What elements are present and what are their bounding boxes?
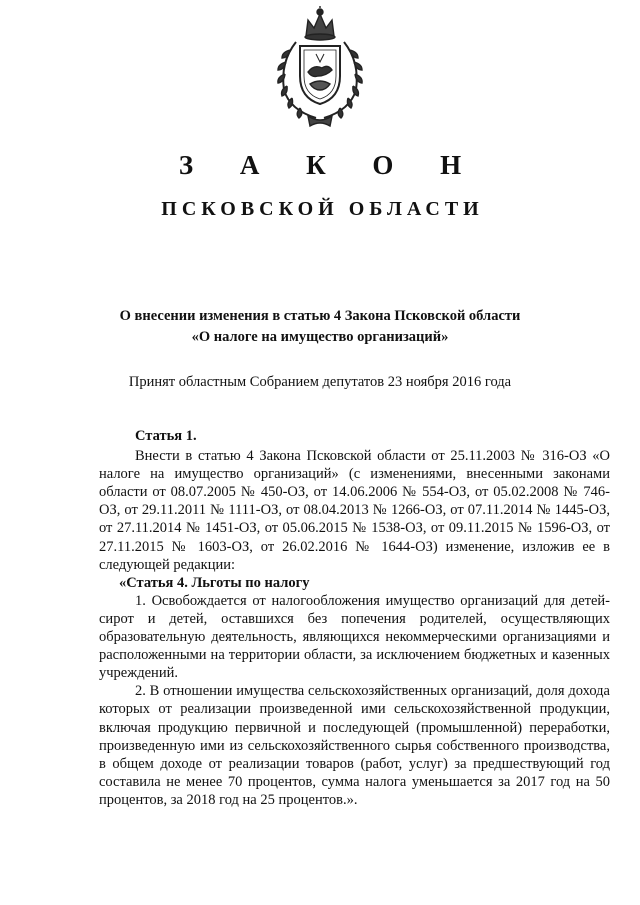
article-heading: Статья 1.: [135, 428, 197, 444]
law-subject-line-1: О внесении изменения в статью 4 Закона Псковской области: [119, 308, 521, 324]
adoption-note: Принят областным Собранием депутатов 23 ноября 2016 года: [128, 374, 512, 390]
law-title: З А К О Н: [178, 150, 482, 180]
article-intro-paragraph: Внести в статью 4 Закона Псковской области от 25.11.2003 № 316-ОЗ «О налоге на имущество организаций» (с изменениями, внесенными законами области от 08.07.2005 № 450-ОЗ, от 14.06.2006 № 554-ОЗ, от 05.02.2008 № 746-ОЗ, от 29.11.2011 № 1111-ОЗ, от 08.04.2013 № 1266-ОЗ, от 07.11.2014 № 1445-ОЗ, от 27.11.2014 № 1451-ОЗ, от 05.06.2015 № 1538-ОЗ, от 09.11.2015 № 1596-ОЗ, от 27.11.2015 № 1603-ОЗ, от 26.02.2016 № 1644-ОЗ) изменение, изложив ее в следующей редакции:: [99, 448, 610, 573]
article-body: [99, 427, 610, 809]
article-paragraph-1: 1. Освобождается от налогообложения имущество организаций для детей-сирот и детей, оставшихся без попечения родителей, осуществляющих образовательную деятельность, являющихся некоммерческими организациями и расположенными на территории области, за исключением бюджетных и казенных учреждений.: [99, 592, 610, 682]
new-article-title: «Статья 4. Льготы по налогу: [119, 574, 310, 591]
law-subject: [0, 306, 640, 348]
coat-of-arms-icon: [268, 6, 372, 128]
law-subject-line-2: «О налоге на имущество организаций»: [191, 329, 449, 345]
article-paragraph-2: 2. В отношении имущества сельскохозяйственных организаций, доля дохода которых от реализации произведенной ими сельскохозяйственной продукции, включая продукцию первичной и последующей (промышленной) переработки, произведенную ими из сельскохозяйственного сырья собственного производства, в общем доходе от реализации товаров (работ, услуг) за предшествующий год составила не менее 70 процентов, сумма налога уменьшается за 2017 год на 50 процентов, за 2018 год на 25 процентов.».: [99, 683, 610, 808]
region-name: ПСКОВСКОЙ ОБЛАСТИ: [161, 198, 484, 220]
